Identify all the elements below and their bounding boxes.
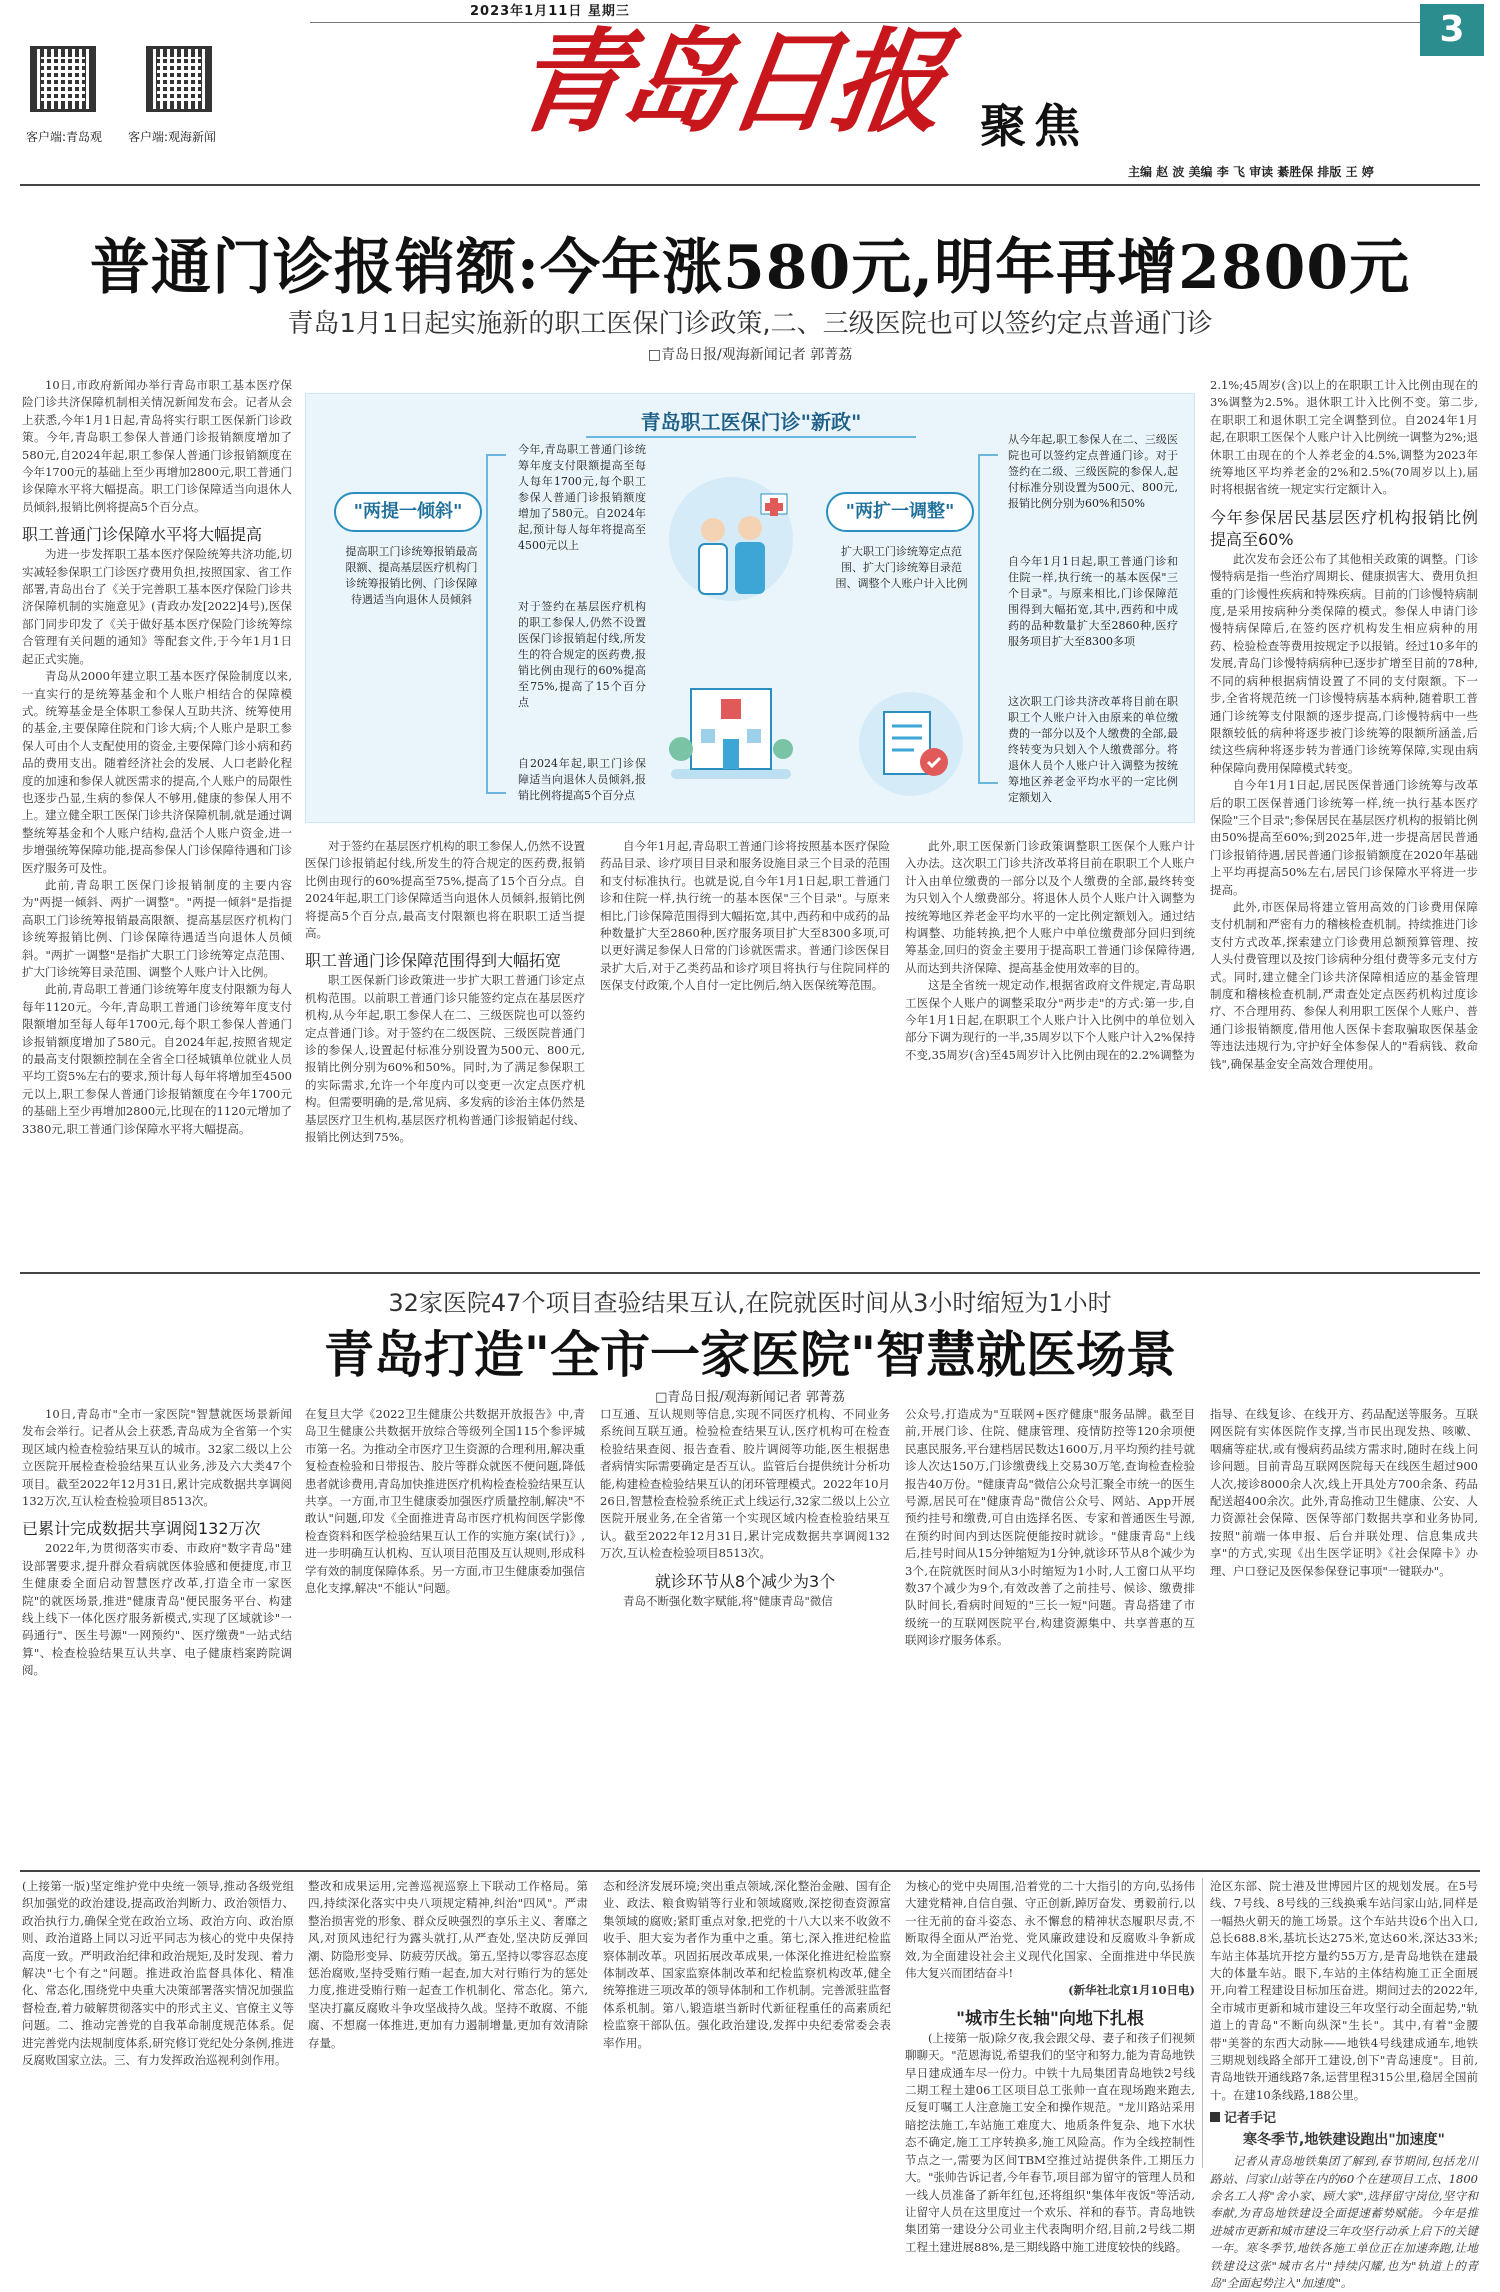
- article2-kicker: 32家医院47个项目查验结果互认,在院就医时间从3小时缩短为1小时: [388, 1289, 1112, 1317]
- paragraph: 青岛从2000年建立职工基本医疗保险制度以来,一直实行的是统筹基金和个人账户相结合的保障模式。统筹基金是全体职工参保人互助共济、统筹使用的基金,主要保障住院和门诊大病;个人账户是职工参保人可由个人支配使用的资金,主要保障门诊小病和药品的费用支出。随着经济社会的发展、人口老龄化程度的加速和参保人就医需求的提高,个人账户的局限性也逐步凸显,生病的参保人不够用,健康的参保人用不上。建立健全职工医保门诊共济保障机制,就是通过调整统筹基金和个人账户结构,盘活个人账户资金,进一步增强统筹保障功能,提高参保人门诊保障待遇和门诊医疗服务可及性。: [22, 669, 292, 875]
- paragraph: (上接第一版)除夕夜,我会跟父母、妻子和孩子们视频聊聊天。"范恩海说,希望我们的坚守和努力,能为青岛地铁早日建成通车尽一份力。中铁十九局集团青岛地铁2号线二期工程土建06工区项目总工张帅一直在现场跑来跑去,反复叮嘱工人注意施工安全和操作规范。"龙川路站采用暗挖法施工,车站施工难度大、地质条件复杂、地下水状态不确定,施工工序转换多,施工风险高。作为全线控制性节点之一,需要为区间TBM空推过站提供条件,工期压力大。"张帅告诉记者,今年春节,项目部为留守的管理人员和一线人员准备了新年红包,还将组织"集体年夜饭"等活动,让留守人员在这里度过一个欢乐、祥和的春节。青岛地铁集团第一建设分公司业主代表陶明介绍,目前,2号线二期工程土建进展88%,是三期线路中施工进度较快的线路。: [905, 2030, 1195, 2254]
- paragraph: 为进一步发挥职工基本医疗保险统筹共济功能,切实减轻参保职工门诊医疗费用负担,按照国家、省工作部署,青岛出台了《关于完善职工基本医疗保险门诊共济保障机制的实施意见》(青政办发[2022]4号),医保部门同步印发了《关于做好基本医疗保险门诊统筹综合管理有关问题的通知》等配套文件,于今年1月1日起正式实施。: [22, 547, 292, 666]
- title-underline: [586, 436, 916, 438]
- lower-column-3: [603, 1878, 891, 2170]
- paragraph: 态和经济发展环境;突出重点领域,深化整治金融、国有企业、政法、粮食购销等行业和领域腐败,深挖彻查资源富集领域的腐败;紧盯重点对象,把党的十八大以来不收敛不收手、胆大妄为者作为重中之重。第七,深入推进纪检监察体制改革。巩固拓展改革成果,一体深化推进纪检监察体制改革、国家监察体制改革和纪检监察机构改革,健全统筹推进三项改革的领导体制和工作机制。完善派驻监督体系机制。第八,锻造堪当新时代新征程重任的高素质纪检监察干部队伍。强化政治建设,发挥中央纪委常委会表率作用。: [603, 1879, 891, 2050]
- column-rule: [1202, 1878, 1203, 2168]
- subhead: 职工普通门诊保障范围得到大幅拓宽: [305, 951, 562, 971]
- subhead: 职工普通门诊保障水平将大幅提高: [22, 525, 263, 545]
- left-bottom-text: 自2024年起,职工门诊保障适当向退休人员倾斜,报销比例将提高5个百分点: [518, 757, 646, 802]
- illustration-doctors-icon: [661, 464, 801, 614]
- lower-column-4: [905, 1878, 1195, 2254]
- lower-column-2: [308, 1878, 588, 2170]
- lower-column-5: [1210, 1878, 1478, 2290]
- paragraph: 青岛不断强化数字赋能,将"健康青岛"微信: [623, 1593, 833, 1608]
- article1-lead: 10日,市政府新闻办举行青岛市职工基本医疗保险门诊共济保障机制相关情况新闻发布会。记者从会上获悉,今年1月1日起,青岛将实行职工医保新门诊政策。今年,青岛职工参保人普通门诊报销额度增加了580元,自2024年起,职工参保人普通门诊报销额度在今年1700元的基础上至少再增加2800元,职工普通门诊保障水平将大幅提高。职工门诊保障适当向退休人员倾斜,报销比例将提高5个百分点。: [22, 378, 292, 514]
- article1-byline: □青岛日报/观海新闻记者 郭菁荔: [647, 347, 853, 363]
- staff-credits: 主编 赵 波 美编 李 飞 审读 綦胜保 排版 王 婷: [1128, 165, 1374, 179]
- qr-code-icon[interactable]: [146, 46, 212, 112]
- paragraph: 10日,青岛市"全市一家医院"智慧就医场景新闻发布会举行。记者从会上获悉,青岛成为全省第一个实现区域内检查检验结果互认的城市。32家二级以上公立医院开展检查检验结果互认业务,涉及六大类47个项目。截至2022年12月31日,累计完成数据共享调阅132万次,互认检查检验项目8513次。: [22, 1407, 292, 1509]
- paragraph: (上接第一版)坚定维护党中央统一领导,推动各级党组织加强党的政治建设,提高政治判断力、政治领悟力、政治执行力,确保全党在政治立场、政治方向、政治原则、政治道路上同以习近平同志为核心的党中央保持高度一致。严明政治纪律和政治规矩,及时发现、着力解决"七个有之"问题。推进政治监督具体化、精准化、常态化,围绕党中央重大决策部署落实情况加强监督检查,着力破解贯彻落实中的形式主义、官僚主义等问题。二、推动完善党的自我革命制度规范体系。促进完善党内法规制度体系,研究修订党纪处分条例,推进反腐败国家立法。三、有力发挥政治巡视利剑作用。: [22, 1879, 294, 2068]
- article1-column-4: [905, 838, 1195, 1262]
- paragraph: 整改和成果运用,完善巡视巡察上下联动工作格局。第四,持续深化落实中央八项规定精神,纠治"四风"。严肃整治损害党的形象、群众反映强烈的享乐主义、奢靡之风,对顶风违纪行为露头就打,从严查处,坚决防反弹回潮、防隐形变异、防疲劳厌战。第五,坚持以零容忍态度惩治腐败,坚持受贿行贿一起查,加大对行贿行为的惩处力度,推进受贿行贿一起查工作机制化、常态化。第六,坚决打赢反腐败斗争攻坚战持久战。坚持不敢腐、不能腐、不想腐一体推进,更加有力遏制增量,更加有效清除存量。: [308, 1879, 588, 2050]
- qr-code-icon[interactable]: [30, 46, 96, 112]
- infographic: [305, 393, 1195, 823]
- right-mid-text: 自今年1月1日起,职工普通门诊和住院一样,执行统一的基本医保"三个目录"。与原来相比,门诊保障范围得到大幅拓宽,其中,西药和中成药的品种数量扩大至2860种,医疗服务项目扩大至8300多项: [1008, 555, 1178, 648]
- left-mid-text: 对于签约在基层医疗机构的职工参保人,仍然不设置医保门诊报销起付线,所发生的符合规定的医药费,报销比例由现行的60%提高至75%,提高了15个百分点: [518, 600, 646, 709]
- paragraph: 此外,职工医保新门诊政策调整职工医保个人账户计入办法。这次职工门诊共济改革将目前在职职工个人账户计入由单位缴费的一部分以及个人缴费的全部,最终转变为只划入个人缴费部分。将退休人员个人账户计入调整为按统筹地区养老金平均水平的一定比例定额划入。通过结构调整、功能转换,把个人账户中单位缴费部分回归到统筹基金,回归的资金主要用于提高职工普通门诊保障待遇,从而达到共济保障、提高基金使用效率的目的。: [905, 839, 1195, 975]
- paragraph: 此前,青岛职工医保门诊报销制度的主要内容为"两提一倾斜、两扩一调整"。"两提一倾斜"是指提高职工门诊统筹报销最高限额、提高基层医疗机构门诊统筹报销比例、门诊保障待遇适当向退休人员倾斜。"两扩一调整"是指扩大职工门诊统筹定点范围、扩大门诊统筹目录范围、调整个人账户计入比例。: [22, 877, 292, 979]
- paragraph: 这是全省统一规定动作,根据省政府文件规定,青岛职工医保个人账户的调整采取分"两步走"的方式:第一步,自今年1月1日起,在职职工个人账户计入比例中的单位划入部分下调为现行的一半,35周岁以下个人账户计入2%保持不变,35周岁(含)至45周岁计入比例由现在的2.2%调整为: [905, 978, 1195, 1062]
- masthead-rule: [20, 184, 1480, 186]
- paragraph: 在复旦大学《2022卫生健康公共数据开放报告》中,青岛卫生健康公共数据开放综合等级列全国115个参评城市第一名。为推动全市医疗卫生资源的合理利用,解决重复检查检验和日带报告、胶片等群众就医不便问题,降低患者就诊费用,青岛加快推进医疗机构检查检验结果互认共享。一方面,市卫生健康委加强医疗质量控制,解决"不敢认"问题,印发《全面推进青岛市医疗机构间医学影像检查资料和医学检验结果互认工作的实施方案(试行)》,进一步明确互认机构、互认项目范围及互认规则,形成科学有效的制度保障体系。另一方面,市卫生健康委加强信息化支撑,解决"不能认"问题。: [305, 1407, 585, 1596]
- article2-column-3: [600, 1406, 890, 1862]
- qr-caption: 客户端:观海新闻: [128, 130, 217, 144]
- paragraph: 自今年1月1日起,居民医保普通门诊统筹与改革后的职工医保普通门诊统筹一样,统一执行基本医疗保险"三个目录";参保居民在基层医疗机构的报销比例由50%提高至60%;到2025年,进一步提高居民普通门诊报销待遇,居民普通门诊报销额度在2020年基础上平均再提高50%左右,居民门诊保障水平将进一步提高。: [1210, 778, 1478, 897]
- reporters-notes-box: [1210, 2110, 1478, 2292]
- article2-byline: □青岛日报/观海新闻记者 郭菁荔: [655, 1390, 845, 1405]
- left-top-text: 今年,青岛职工普通门诊统筹年度支付限额提高至每人每年1700元,每个职工参保人普通门诊报销额度增加了580元。自2024年起,预计每人每年将提高至4500元以上: [518, 443, 646, 552]
- paragraph: 2022年,为贯彻落实市委、市政府"数字青岛"建设部署要求,提升群众看病就医体验感和便捷度,市卫生健康委全面启动智慧医疗改革,打造全市一家医院"的就医场景,推进"健康青岛"便民服务平台、构建线上线下一体化医疗服务新模式,实现了区域就诊"一码通行"、医生号源"一网预约"、医疗缴费"一站式结算"、检查检验结果互认共享、电子健康档案跨院调阅。: [22, 1541, 292, 1678]
- paragraph: 指导、在线复诊、在线开方、药品配送等服务。互联网医院有实体医院作支撑,当市民出现发热、咳嗽、咽痛等症状,或有慢病药品续方需求时,随时在线上问诊问题。目前青岛互联网医院每天在线医生超过900人次,接诊8000余人次,线上开具处方700余条、药品配送超400余次。此外,青岛推动卫生健康、公安、人力资源社会保障、医保等部门数据共享和业务协同,按照"前端一体申报、后台并联处理、信息集成共享"的方式,实现《出生医学证明》《社会保障卡》办理、户口登记及医保参保登记事项"一键联办"。: [1210, 1407, 1478, 1578]
- notes-heading: [1210, 2110, 1478, 2127]
- paragraph: 此前,青岛职工普通门诊统筹年度支付限额为每人每年1120元。今年,青岛职工普通门诊统筹年度支付限额增加至每人每年1700元,每个职工参保人普通门诊报销额度增加了580元。自2024年起,按照省规定的最高支付限额控制在全省全口径城镇单位就业人员平均工资5%左右的要求,预计每人每年将增加至4500元以上,职工参保人普通门诊报销额度在今年1700元的基础上至少再增加2800元,比现在的1120元增加了3380元,职工普通门诊保障水平将大幅提高。: [22, 982, 292, 1136]
- infographic-title: 青岛职工医保门诊"新政": [640, 410, 862, 434]
- article2-column-2: [305, 1406, 585, 1862]
- article2-headline: 青岛打造"全市一家医院"智慧就医场景: [323, 1325, 1177, 1384]
- article1-subheadline: 青岛1月1日起实施新的职工医保门诊政策,二、三级医院也可以签约定点普通门诊: [287, 309, 1213, 339]
- square-bullet-icon: [1210, 2112, 1220, 2122]
- section-name: 聚焦: [980, 99, 1088, 153]
- date-line: 2023年1月11日 星期三: [470, 4, 630, 19]
- article1-column-3: [600, 838, 890, 1262]
- article2-column-4: [905, 1406, 1195, 1862]
- connector-line: [978, 454, 998, 784]
- left-policy-desc: 提高职工门诊统筹报销最高限额、提高基层医疗机构门诊统筹报销比例、门诊保障待遇适当向退休人员倾斜: [345, 545, 478, 606]
- right-bottom-text: 这次职工门诊共济改革将目前在职职工个人账户计入由原来的单位缴费的一部分以及个人缴费的全部,最终转变为只划入个人缴费部分。将退休人员个人账户计入调整为按统筹地区养老金平均水平的一定比例定额划入: [1008, 695, 1178, 804]
- illustration-hospital-icon: [661, 649, 801, 799]
- illustration-documents-icon: [846, 684, 976, 804]
- left-policy-pill: "两提一倾斜": [334, 492, 482, 532]
- page-number: 3: [1439, 9, 1465, 50]
- connector-line: [486, 454, 506, 794]
- lower-column-1: [22, 1878, 294, 2170]
- qr-caption: 客户端:青岛观: [26, 130, 103, 144]
- paragraph: 此次发布会还公布了其他相关政策的调整。门诊慢特病是指一些治疗周期长、健康损害大、费用负担重的门诊慢性疾病和特殊疾病。目前的门诊慢特病制度,是采用按病种分类保障的模式。参保人申请门诊慢特病保障后,在签约医疗机构发生相应病种的用药、检验检查等费用按规定予以报销。经过10多年的发展,青岛门诊慢特病病种已逐步扩增至目前的78种,不同的病种根据病情设置了不同的支付限额。下一步,全省将规范统一门诊慢特病基本病种,随着职工普通门诊统筹支付限额的逐步提高,门诊慢特病中一些限额较低的病种将逐步被门诊统筹的限额所涵盖,后续这些病种将逐步转为普通门诊统筹保障,实现由病种保障向费用保障模式转变。: [1210, 551, 1478, 775]
- paragraph: 公众号,打造成为"互联网+医疗健康"服务品牌。截至目前,开展门诊、住院、健康管理、疫情防控等120余项便民惠民服务,平台建档居民数达1600万,月平均预约挂号就诊人次达150万,门诊缴费线上交易30万笔,查询检查检验报告40万份。"健康青岛"微信公众号汇聚全市统一的医生号源,居民可在"健康青岛"微信公众号、网站、App开展预约挂号和缴费,可自由选择名医、专家和普通医生号源,在预约时间内到达医院便能按时就诊。"健康青岛"上线后,挂号时间从15分钟缩短为1分钟,就诊环节从8个减少为3个,在院就医时间从3小时缩短为1小时,人工窗口从平均数37个减少为9个,有效改善了之前挂号、候诊、缴费排队时间长,看病时间短的"三长一短"问题。青岛搭建了市级统一的互联网医院平台,构建资源集中、共享普惠的互联网诊疗服务体系。: [905, 1407, 1195, 1648]
- right-policy-desc: 扩大职工门诊统筹定点范围、扩大门诊统筹目录范围、调整个人账户计入比例: [835, 545, 968, 590]
- paragraph: 为核心的党中央周围,沿着党的二十大指引的方向,弘扬伟大建党精神,自信自强、守正创新,踔厉奋发、勇毅前行,以一往无前的奋斗姿态、永不懈怠的精神状态履职尽责,不断取得全面从严治党、党风廉政建设和反腐败斗争新成效,为全面建设社会主义现代化国家、全面推进中华民族伟大复兴而团结奋斗!: [905, 1879, 1195, 1981]
- article2-column-5: [1210, 1406, 1478, 1862]
- paragraph: 职工医保新门诊政策进一步扩大职工普通门诊定点机构范围。以前职工普通门诊只能签约定点在基层医疗机构,从今年起,职工参保人在二、三级医院也可以签约定点普通门诊。对于签约在二级医院、三级医院普通门诊的参保人,设置起付标准分别设置为500元、800元,报销比例分别为60%和50%。同时,为了满足参保职工的实际需求,允许一个年度内可以变更一次定点医疗机构。但需要明确的是,常见病、多发病的诊治主体仍然是基层医疗卫生机构,基层医疗机构普通门诊报销起付线、报销比例达到75%。: [305, 973, 585, 1145]
- section-divider: [20, 1272, 1480, 1274]
- newspaper-logo: 青岛日报: [505, 17, 949, 148]
- section-divider: [20, 1870, 1480, 1872]
- paragraph: 2.1%;45周岁(含)以上的在职职工计入比例由现在的3%调整为2.5%。退休职工计入比例不变。第二步,在职职工和退休职工完全调整到位。自2024年1月起,在职职工医保个人账户计入比例统一调整为2%;退休职工由现在的个人养老金的4.5%,调整为2023年统筹地区平均养老金的2%和2.5%(70周岁以上),届时将根据省统一规定实行定额计入。: [1210, 378, 1478, 497]
- paragraph: 此外,市医保局将建立管用高效的门诊费用保障支付机制和严密有力的稽核检查机制。持续推进门诊支付方式改革,探索建立门诊费用总额预算管理、按人头付费管理以及按门诊病种分组付费等多元支付方式。同时,建立健全门诊共济保障相适应的基金管理制度和稽核检查机制,严肃查处定点医药机构过度诊疗、不合理用药、参保人利用职工医保个人账户、普通门诊报销额度,借用他人医保卡套取骗取医保基金等违法违规行为,守护好全体参保人的"看病钱、救命钱",确保基金安全高效合理使用。: [1210, 899, 1478, 1071]
- paragraph: 对于签约在基层医疗机构的职工参保人,仍然不设置医保门诊报销起付线,所发生的符合规定的医药费,报销比例由现行的60%提高至75%,提高了15个百分点。自2024年起,职工门诊保障适当向退休人员倾斜,报销比例将提高5个百分点,最高支付限额也将在职职工适当提高。: [305, 839, 585, 941]
- subhead: 就诊环节从8个减少为3个: [654, 1571, 836, 1591]
- notes-title: 寒冬季节,地铁建设跑出"加速度": [1243, 2131, 1445, 2148]
- article1-column-right: [1210, 377, 1478, 1265]
- page-number-badge: [1420, 4, 1484, 56]
- notes-body: 记者从青岛地铁集团了解到,春节期间,包括龙川路站、闫家山站等在内的60个在建项目工点、1800余名工人将"舍小家、顾大家",选择留守岗位,坚守和奉献,为青岛地铁建设全面提速蓄势赋能。今年是推进城市更新和城市建设三年攻坚行动承上启下的关键一年。寒冬季节,地铁各施工单位正在加速奔跑,让地铁建设这张"城市名片"持续闪耀,也为"轨道上的青岛"全面起势注入"加速度"。: [1210, 2154, 1478, 2290]
- subhead: 已累计完成数据共享调阅132万次: [22, 1519, 261, 1539]
- notes-label: 记者手记: [1224, 2111, 1277, 2127]
- subhead: 今年参保居民基层医疗机构报销比例提高至60%: [1210, 507, 1478, 549]
- right-top-text: 从今年起,职工参保人在二、三级医院也可以签约定点普通门诊。对于签约在二级、三级医院的参保人,起付标准分别设置为500元、800元,报销比例分别为60%和50%: [1008, 433, 1178, 510]
- article1-column-2: [305, 838, 585, 1262]
- dateline-credit: (新华社北京1月10日电): [1068, 1983, 1195, 1998]
- paragraph: 自今年1月起,青岛职工普通门诊将按照基本医疗保险药品目录、诊疗项目目录和服务设施目录三个目录的范围和支付标准执行。也就是说,自今年1月1日起,职工普通门诊和住院一样,执行统一的基本医保"三个目录"。与原来相比,门诊保障范围得到大幅拓宽,其中,西药和中成药的品种数量扩大至2860种,医疗服务项目扩大至8300多项,可以更好满足参保人日常的门诊就医需求。普通门诊医保目录扩大后,对于乙类药品和诊疗项目将执行与住院同样的医保支付政策,个人自付一定比例后,纳入医保统筹范围。: [600, 839, 890, 993]
- subhead: "城市生长轴"向地下扎根: [956, 2008, 1144, 2029]
- right-policy-pill: "两扩一调整": [826, 492, 974, 532]
- masthead: [0, 0, 1500, 180]
- article1-headline: 普通门诊报销额:今年涨580元,明年再增2800元: [89, 233, 1411, 303]
- paragraph: 口互通、互认规则等信息,实现不同医疗机构、不同业务系统间互联互通。检验检查结果互认,医疗机构可在检查检验结果查阅、报告查看、胶片调阅等功能,医生根据患者病情实际需要确定是否互认。监管后台提供统计分析功能,构建检查检验结果互认的闭环管理模式。2022年10月26日,智慧检查检验系统正式上线运行,32家二级以上公立医院开展业务,在全省第一个实现区域内检查检验结果互认。截至2022年12月31日,累计完成数据共享调阅132万次,互认检查检验项目8513次。: [600, 1407, 890, 1561]
- article1-column-1: [22, 377, 292, 1265]
- article2-column-1: [22, 1406, 292, 1862]
- paragraph: 沧区东部、院士港及世博园片区的规划发展。在5号线、7号线、8号线的三线换乘车站闫家山站,同样是一幅热火朝天的施工场景。这个车站共设6个出入口,总长688.8米,基坑长达275米,宽达60米,深达33米;车站主体基坑开挖方量约55万方,是青岛地铁在建最大的体量车站。眼下,车站的主体结构施工正全面展开,向着工程建设目标加压奋进。期间过去的2022年,全市城市更新和城市建设三年攻坚行动全面起势,"轨道上的青岛"不断向纵深"生长"。其中,有着"金腰带"美誉的东西大动脉——地铁4号线建成通车,地铁三期规划线路全部开工建设,创下"青岛速度"。目前,青岛地铁开通线路7条,运营里程315公里,稳居全国前十。在建10条线路,188公里。: [1210, 1879, 1478, 2102]
